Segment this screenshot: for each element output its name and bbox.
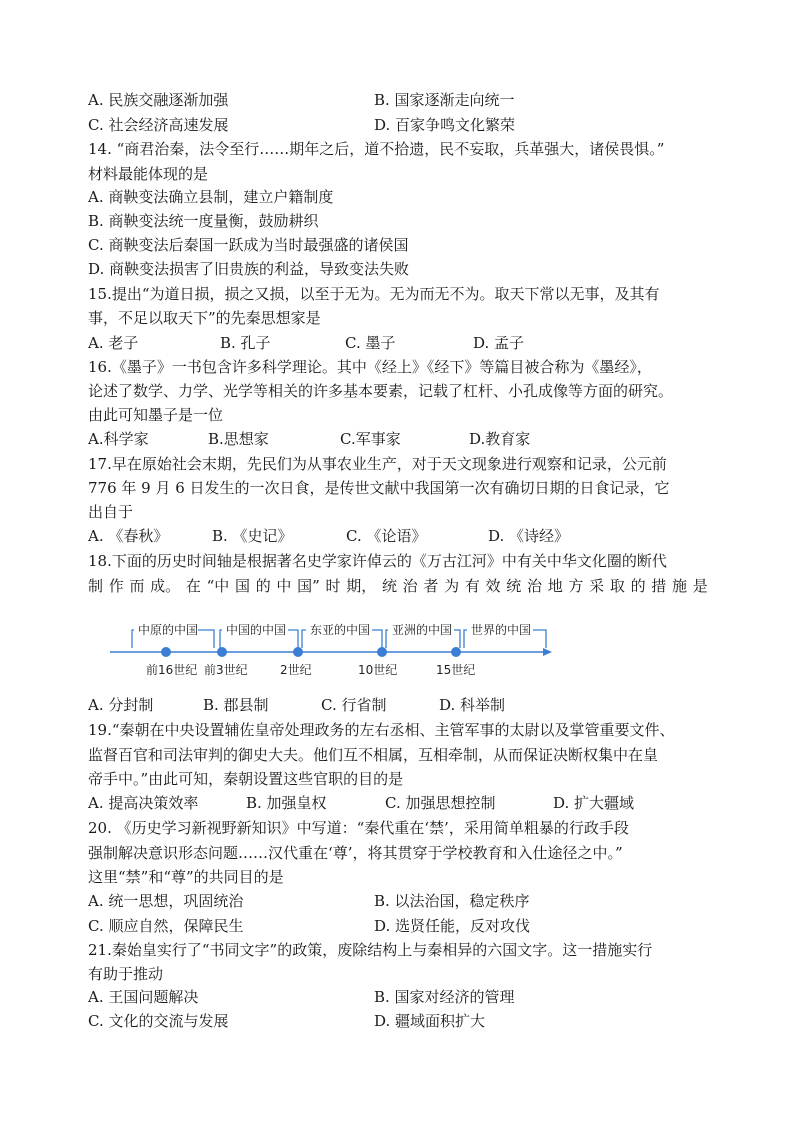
history-timeline — [100, 610, 560, 680]
q19-stem-line2: 监督百官和司法审判的御史大夫。他们互不相属，互相牵制，从而保证决断权集中在皇 — [88, 746, 659, 764]
q19-option-b: B. 加强皇权 — [246, 794, 327, 812]
q21-stem-line1: 21.秦始皇实行了“书同文字”的政策，废除结构上与秦相异的六国文字。这一措施实行 — [88, 941, 653, 959]
q18-stem-char: 治 — [402, 577, 418, 595]
q15-stem-line2: 事，不足以取天下”的先秦思想家是 — [88, 309, 321, 327]
q18-stem-char: 是 — [692, 577, 708, 595]
q18-stem-line1: 18.下面的历史时间轴是根据著名史学家许倬云的《万古江河》中有关中华文化圈的断代 — [88, 552, 667, 570]
q14-stem-line1: 14. “商君治秦，法令至行……期年之后，道不拾遗，民不妄取，兵革强大，诸侯畏惧。” — [88, 140, 665, 158]
q17-stem-line2: 776 年 9 月 6 日发生的一次日食，是传世文献中我国第一次有确切日期的日食记录，它 — [88, 479, 670, 497]
q14-option-d: D. 商鞅变法损害了旧贵族的利益，导致变法失败 — [88, 260, 410, 278]
q18-stem-char: 治 — [526, 577, 542, 595]
q18-stem-char: 统 — [381, 577, 397, 595]
q16-option-c: C.军事家 — [340, 430, 401, 448]
q21-option-b: B. 国家对经济的管理 — [374, 988, 515, 1006]
q15-option-c: C. 墨子 — [345, 334, 396, 352]
q20-option-c: C. 顺应自然，保障民生 — [88, 917, 244, 935]
timeline-point — [293, 647, 303, 657]
q20-stem-line1: 20. 《历史学习新视野新知识》中写道：“秦代重在‘禁’，采用简单粗暴的行政手段 — [88, 819, 629, 837]
q13-option-b: B. 国家逐渐走向统一 — [374, 91, 515, 109]
q17-option-c: C. 《论语》 — [346, 527, 427, 545]
q18-stem-char: 者 — [423, 577, 439, 595]
q18-stem-char: 为 — [444, 577, 460, 595]
period-label-asia: 亚洲的中国 — [392, 623, 453, 637]
q14-stem-line2: 材料最能体现的是 — [88, 165, 209, 183]
q18-stem-line2 — [88, 576, 708, 596]
q16-option-b: B.思想家 — [208, 430, 269, 448]
q19-option-d: D. 扩大疆域 — [553, 794, 635, 812]
tick-label: 前3世纪 — [204, 663, 248, 677]
q18-stem-char: 作 — [108, 577, 124, 595]
q13-option-c: C. 社会经济高速发展 — [88, 116, 229, 134]
q21-option-d: D. 疆域面积扩大 — [374, 1012, 486, 1030]
q16-stem-line2: 论述了数学、力学、光学等相关的许多基本要素，记载了杠杆、小孔成像等方面的研究。 — [88, 382, 674, 400]
q19-stem-line3: 帝手中。”由此可知，秦朝设置这些官职的目的是 — [88, 770, 404, 788]
timeline-svg — [100, 610, 560, 680]
q18-stem-char: 而 — [129, 577, 145, 595]
q20-option-b: B. 以法治国，稳定秩序 — [374, 892, 530, 910]
q19-option-a: A. 提高决策效率 — [88, 794, 199, 812]
q15-option-a: A. 老子 — [88, 334, 139, 352]
q18-stem-char: 期， — [346, 577, 377, 595]
timeline-point — [217, 647, 227, 657]
q15-option-d: D. 孟子 — [473, 334, 525, 352]
q18-stem-char: 采 — [589, 577, 605, 595]
q13-option-d: D. 百家争鸣文化繁荣 — [374, 116, 516, 134]
q17-option-a: A. 《春秋》 — [88, 527, 169, 545]
q19-stem-line1: 19.“秦朝在中央设置辅佐皇帝处理政务的左右丞相、主管军事的太尉以及掌管重要文件、 — [88, 721, 675, 739]
q18-stem-char: 制 — [88, 577, 104, 595]
q18-stem-char: 在 — [185, 577, 201, 595]
q20-option-d: D. 选贤任能，反对攻伐 — [374, 917, 531, 935]
timeline-arrow-icon — [543, 648, 552, 656]
q21-stem-line2: 有助于推动 — [88, 965, 164, 983]
q17-option-d: D. 《诗经》 — [488, 527, 570, 545]
q16-option-d: D.教育家 — [469, 430, 531, 448]
tick-label: 前16世纪 — [146, 663, 198, 677]
q18-stem-char: 有 — [464, 577, 480, 595]
tick-label: 10世纪 — [358, 663, 398, 677]
q18-stem-char: “中 — [206, 577, 230, 595]
q18-stem-char: 中 — [276, 577, 292, 595]
q18-stem-char: 取 — [609, 577, 625, 595]
q16-option-a: A.科学家 — [88, 430, 149, 448]
period-label-central-plains: 中原的中国 — [138, 623, 199, 637]
q18-stem-char: 方 — [568, 577, 584, 595]
q20-option-a: A. 统一思想，巩固统治 — [88, 892, 244, 910]
q14-option-b: B. 商鞅变法统一度量衡，鼓励耕织 — [88, 212, 319, 230]
timeline-point — [377, 647, 387, 657]
q18-stem-char: 的 — [630, 577, 646, 595]
q14-option-c: C. 商鞅变法后秦国一跃成为当时最强盛的诸侯国 — [88, 236, 409, 254]
q15-option-b: B. 孔子 — [220, 334, 271, 352]
q18-stem-char: 效 — [485, 577, 501, 595]
q18-stem-char: 的 — [255, 577, 271, 595]
q19-option-c: C. 加强思想控制 — [385, 794, 496, 812]
q18-stem-char: 施 — [672, 577, 688, 595]
timeline-point — [161, 647, 171, 657]
q18-stem-char: 时 — [325, 577, 341, 595]
q17-stem-line3: 出自于 — [88, 503, 134, 521]
q18-option-c: C. 行省制 — [321, 696, 387, 714]
q20-stem-line2: 强制解决意识形态问题……汉代重在‘尊’，将其贯穿于学校教育和入仕途径之中。” — [88, 844, 623, 862]
q18-stem-char: 地 — [547, 577, 563, 595]
q21-option-c: C. 文化的交流与发展 — [88, 1012, 229, 1030]
q17-stem-line1: 17.早在原始社会末期，先民们为从事农业生产，对于天文现象进行观察和记录，公元前 — [88, 455, 667, 473]
q18-stem-char: 措 — [651, 577, 667, 595]
period-label-world: 世界的中国 — [471, 623, 532, 637]
period-label-china-of-china: 中国的中国 — [226, 623, 287, 637]
q18-option-d: D. 科举制 — [439, 696, 506, 714]
period-label-east-asia: 东亚的中国 — [310, 623, 371, 637]
q15-stem-line1: 15.提出“为道日损，损之又损，以至于无为。无为而无不为。取天下常以无事，及其有 — [88, 285, 660, 303]
q20-stem-line3: 这里“禁”和“尊”的共同目的是 — [88, 868, 284, 886]
tick-label: 2世纪 — [280, 663, 312, 677]
q14-option-a: A. 商鞅变法确立县制，建立户籍制度 — [88, 188, 334, 206]
q18-stem-char: 国 — [234, 577, 250, 595]
q16-stem-line3: 由此可知墨子是一位 — [88, 406, 224, 424]
tick-label: 15世纪 — [436, 663, 476, 677]
q18-stem-char: 统 — [506, 577, 522, 595]
q16-stem-line1: 16.《墨子》一书包含许多科学理论。其中《经上》《经下》等篇目被合称为《墨经》， — [88, 358, 652, 376]
timeline-point — [451, 647, 461, 657]
q18-stem-char: 国” — [297, 577, 320, 595]
q21-option-a: A. 王国问题解决 — [88, 988, 199, 1006]
q17-option-b: B. 《史记》 — [212, 527, 293, 545]
q13-option-a: A. 民族交融逐渐加强 — [88, 91, 229, 109]
q18-option-b: B. 郡县制 — [203, 696, 269, 714]
q18-stem-char: 成。 — [150, 577, 181, 595]
q18-option-a: A. 分封制 — [88, 696, 154, 714]
